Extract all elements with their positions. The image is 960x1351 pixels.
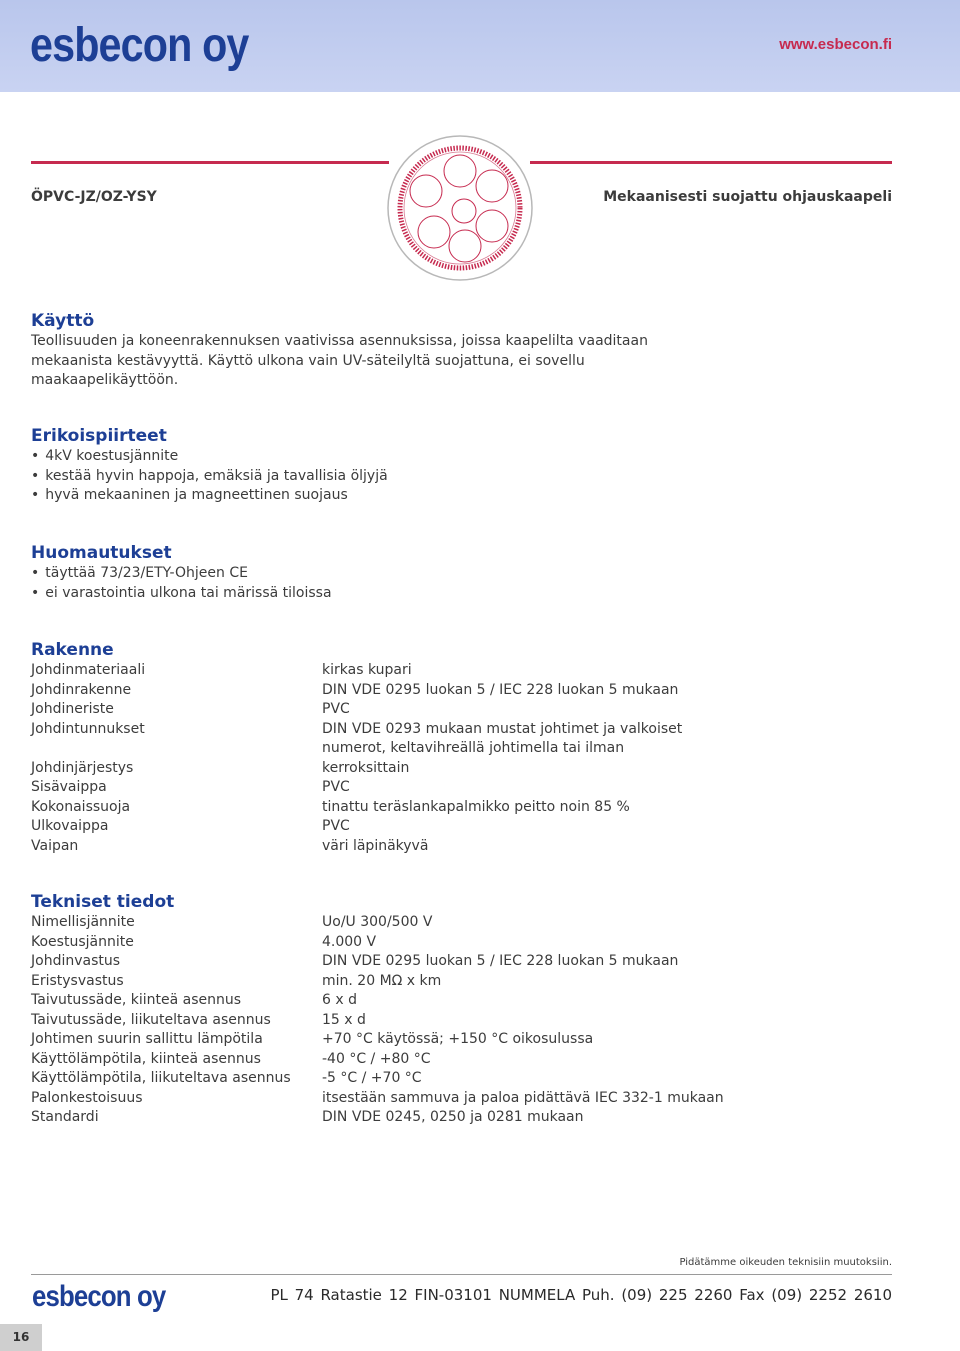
section-tekniset bbox=[31, 891, 891, 1128]
list-item: • 4kV koestusjännite bbox=[31, 447, 891, 467]
section-kaytto bbox=[31, 310, 891, 391]
table-row bbox=[31, 1050, 724, 1070]
table-row bbox=[31, 1069, 724, 1089]
spec-value: -5 °C / +70 °C bbox=[322, 1070, 422, 1086]
spec-label: Nimellisjännite bbox=[31, 914, 135, 930]
spec-label: Kokonaissuoja bbox=[31, 798, 131, 815]
spec-value: +70 °C käytössä; +150 °C oikosulussa bbox=[322, 1031, 594, 1047]
table-row bbox=[31, 1089, 724, 1109]
spec-label: Johdintunnukset bbox=[31, 720, 145, 737]
kaytto-text: Teollisuuden ja koneenrakennuksen vaativissa asennuksissa, joissa kaapelilta vaaditaan mekaanista kestävyyttä. Käyttö ulkona vain UV-säteilyltä suojattuna, ei sovellu maakaapelikäyttöön. bbox=[31, 333, 648, 388]
list-item: • kestää hyvin happoja, emäksiä ja tavallisia öljyjä bbox=[31, 467, 891, 487]
conductor bbox=[444, 155, 476, 187]
spec-value: DIN VDE 0245, 0250 ja 0281 mukaan bbox=[322, 1109, 584, 1125]
table-row bbox=[31, 1030, 724, 1050]
conductor bbox=[476, 170, 508, 202]
footer-disclaimer: Pidätämme oikeuden teknisiin muutoksiin. bbox=[679, 1257, 892, 1268]
table-row bbox=[31, 700, 682, 720]
table-row bbox=[31, 1011, 724, 1031]
section-erikoispiirteet bbox=[31, 425, 891, 506]
footer-address: PL 74 Ratastie 12 FIN-03101 NUMMELA Puh. (09) 225 2260 Fax (09) 2252 2610 bbox=[270, 1286, 892, 1304]
page-header bbox=[0, 0, 960, 92]
section-title-huomautukset: Huomautukset bbox=[31, 543, 172, 563]
list-item: • hyvä mekaaninen ja magneettinen suojaus bbox=[31, 486, 891, 506]
spec-label: Ulkovaippa bbox=[31, 818, 109, 834]
spec-label: Johdinmateriaali bbox=[31, 662, 146, 678]
spec-label: Standardi bbox=[31, 1109, 99, 1125]
table-row bbox=[31, 1108, 724, 1128]
section-title-rakenne: Rakenne bbox=[31, 640, 114, 660]
table-row bbox=[31, 817, 682, 837]
section-huomautukset bbox=[31, 542, 891, 603]
table-row bbox=[31, 759, 682, 779]
spec-label: Taivutussäde, liikuteltava asennus bbox=[31, 1011, 271, 1028]
spec-value: väri läpinäkyvä bbox=[322, 837, 429, 854]
page-number: 16 bbox=[0, 1324, 42, 1351]
spec-value: PVC bbox=[322, 818, 350, 834]
product-subtitle: Mekaanisesti suojattu ohjauskaapeli bbox=[603, 189, 892, 205]
rakenne-table bbox=[31, 661, 682, 856]
spec-label: Palonkestoisuus bbox=[31, 1089, 143, 1106]
spec-value: 4.000 V bbox=[322, 933, 377, 950]
spec-value: PVC bbox=[322, 779, 350, 795]
spec-label: Sisävaippa bbox=[31, 779, 107, 795]
spec-label: Johdinvastus bbox=[31, 953, 121, 969]
tekniset-table bbox=[31, 913, 724, 1128]
spec-value: DIN VDE 0295 luokan 5 / IEC 228 luokan 5 mukaan bbox=[322, 953, 679, 969]
spec-label: Johdineriste bbox=[31, 701, 114, 717]
table-row bbox=[31, 720, 682, 759]
table-row bbox=[31, 681, 682, 701]
spec-value: itsestään sammuva ja paloa pidättävä IEC 332-1 mukaan bbox=[322, 1089, 724, 1106]
table-row bbox=[31, 798, 682, 818]
conductor bbox=[418, 216, 450, 248]
spec-label: Johdinjärjestys bbox=[31, 759, 134, 776]
conductor bbox=[452, 199, 476, 223]
title-rule-right bbox=[530, 161, 892, 164]
list-item: • täyttää 73/23/ETY-Ohjeen CE bbox=[31, 564, 891, 584]
spec-label: Eristysvastus bbox=[31, 972, 124, 989]
section-rakenne bbox=[31, 639, 891, 856]
spec-label: Johtimen suurin sallittu lämpötila bbox=[31, 1031, 263, 1047]
spec-value: PVC bbox=[322, 701, 350, 717]
table-row bbox=[31, 972, 724, 992]
company-logo: esbecon oy bbox=[30, 19, 249, 72]
website-link[interactable]: www.esbecon.fi bbox=[779, 36, 892, 53]
table-row bbox=[31, 991, 724, 1011]
title-rule-left bbox=[31, 161, 389, 164]
table-row bbox=[31, 933, 724, 953]
spec-value: DIN VDE 0295 luokan 5 / IEC 228 luokan 5 mukaan bbox=[322, 681, 679, 698]
spec-value: kirkas kupari bbox=[322, 662, 412, 678]
cable-cross-section-diagram bbox=[386, 134, 534, 282]
spec-label: Käyttölämpötila, kiinteä asennus bbox=[31, 1050, 261, 1067]
spec-label: Vaipan bbox=[31, 837, 79, 854]
spec-label: Johdinrakenne bbox=[31, 681, 132, 698]
table-row bbox=[31, 778, 682, 798]
spec-value: DIN VDE 0293 mukaan mustat johtimet ja valkoiset numerot, keltavihreällä johtimella tai ilman bbox=[322, 720, 683, 756]
erikoispiirteet-list bbox=[31, 447, 891, 506]
spec-value: 15 x d bbox=[322, 1011, 366, 1028]
spec-label: Taivutussäde, kiinteä asennus bbox=[31, 992, 242, 1008]
conductor bbox=[449, 230, 481, 262]
conductor bbox=[410, 175, 442, 207]
footer-divider bbox=[31, 1274, 892, 1275]
list-item: • ei varastointia ulkona tai märissä tiloissa bbox=[31, 584, 891, 604]
table-row bbox=[31, 952, 724, 972]
spec-value: Uo/U 300/500 V bbox=[322, 914, 433, 930]
footer-logo: esbecon oy bbox=[32, 1280, 166, 1313]
spec-value: kerroksittain bbox=[322, 759, 410, 776]
section-title-tekniset: Tekniset tiedot bbox=[31, 892, 175, 912]
spec-value: min. 20 MΩ x km bbox=[322, 972, 442, 989]
table-row bbox=[31, 661, 682, 681]
table-row bbox=[31, 837, 682, 857]
section-title-erikoispiirteet: Erikoispiirteet bbox=[31, 426, 167, 446]
product-code: ÖPVC-JZ/OZ-YSY bbox=[31, 189, 157, 205]
spec-value: tinattu teräslankapalmikko peitto noin 85 % bbox=[322, 798, 630, 815]
section-title-kaytto: Käyttö bbox=[31, 311, 95, 331]
spec-label: Koestusjännite bbox=[31, 933, 134, 950]
conductor bbox=[476, 210, 508, 242]
spec-label: Käyttölämpötila, liikuteltava asennus bbox=[31, 1070, 291, 1086]
spec-value: -40 °C / +80 °C bbox=[322, 1050, 431, 1067]
spec-value: 6 x d bbox=[322, 992, 357, 1008]
huomautukset-list bbox=[31, 564, 891, 603]
table-row bbox=[31, 913, 724, 933]
